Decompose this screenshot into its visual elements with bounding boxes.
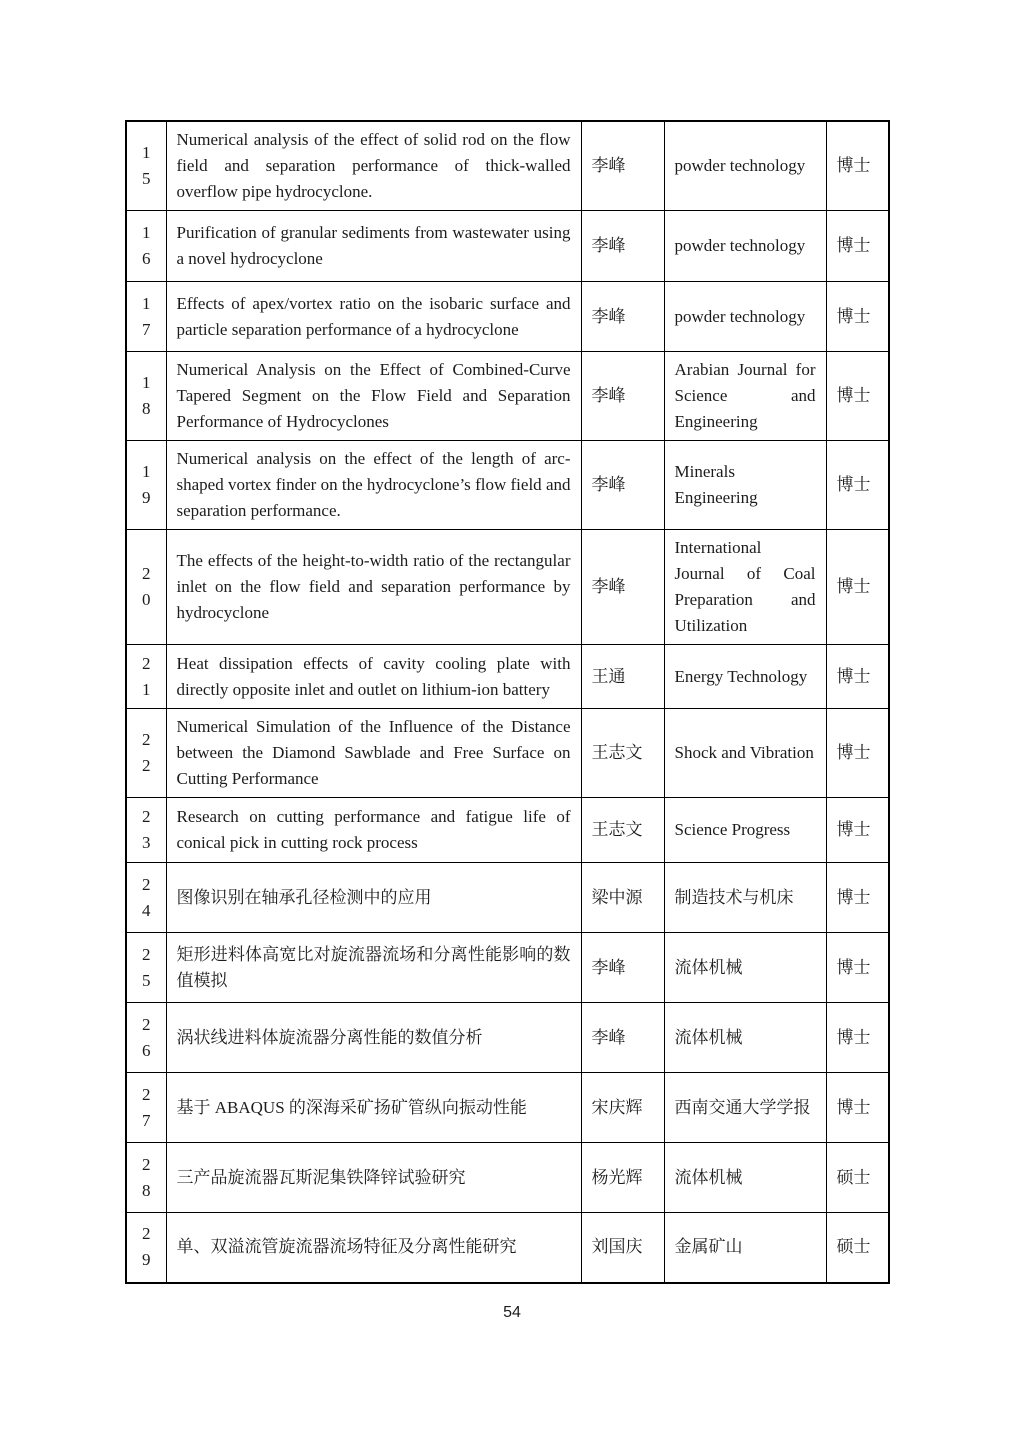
degree-level: 博士 [826, 282, 889, 352]
paper-title: Heat dissipation effects of cavity cooling plate with directly opposite inlet and outlet on lithium-ion battery [166, 645, 581, 709]
paper-title: Numerical analysis on the effect of the length of arc-shaped vortex finder on the hydrocyclone’s flow field and separation performance. [166, 441, 581, 530]
paper-title: Numerical analysis of the effect of solid rod on the flow field and separation performance of thick-walled overflow pipe hydrocyclone. [166, 121, 581, 211]
paper-title: Effects of apex/vortex ratio on the isobaric surface and particle separation performance of a hydrocyclone [166, 282, 581, 352]
paper-title: Numerical Simulation of the Influence of the Distance between the Diamond Sawblade and Free Surface on Cutting Performance [166, 709, 581, 798]
journal-name: 流体机械 [664, 1003, 826, 1073]
row-number-text: 16 [142, 223, 151, 268]
paper-title: Numerical Analysis on the Effect of Combined-Curve Tapered Segment on the Flow Field and Separation Performance of Hydrocyclones [166, 352, 581, 441]
degree-level: 硕士 [826, 1213, 889, 1283]
row-number [126, 441, 166, 530]
journal-name: powder technology [664, 282, 826, 352]
author-name: 李峰 [581, 441, 664, 530]
row-number-text: 19 [142, 462, 151, 507]
paper-title: 三产品旋流器瓦斯泥集铁降锌试验研究 [166, 1143, 581, 1213]
row-number-text: 25 [142, 944, 151, 990]
row-number [126, 1213, 166, 1283]
page-number: 54 [503, 1304, 521, 1321]
row-number-text: 23 [142, 807, 151, 852]
degree-level: 博士 [826, 863, 889, 933]
author-name: 李峰 [581, 933, 664, 1003]
row-number [126, 933, 166, 1003]
table-row [126, 1143, 889, 1213]
degree-level: 博士 [826, 1073, 889, 1143]
paper-title: 单、双溢流管旋流器流场特征及分离性能研究 [166, 1213, 581, 1283]
author-name: 梁中源 [581, 863, 664, 933]
author-name: 王志文 [581, 798, 664, 863]
journal-name: Arabian Journal for Science and Engineering [664, 352, 826, 441]
journal-name: powder technology [664, 211, 826, 282]
publications-table [125, 120, 890, 1284]
row-number-text: 24 [142, 874, 151, 920]
row-number [126, 121, 166, 211]
author-name: 王志文 [581, 709, 664, 798]
row-number-text: 26 [142, 1014, 151, 1060]
degree-level: 硕士 [826, 1143, 889, 1213]
row-number [126, 645, 166, 709]
row-number-text: 22 [142, 730, 151, 775]
author-name: 李峰 [581, 121, 664, 211]
journal-name: 金属矿山 [664, 1213, 826, 1283]
paper-title: The effects of the height-to-width ratio of the rectangular inlet on the flow field and separation performance by hydrocyclone [166, 530, 581, 645]
degree-level: 博士 [826, 645, 889, 709]
degree-level: 博士 [826, 798, 889, 863]
table-row [126, 282, 889, 352]
row-number [126, 1073, 166, 1143]
author-name: 李峰 [581, 282, 664, 352]
row-number-text: 21 [142, 653, 151, 699]
degree-level: 博士 [826, 933, 889, 1003]
paper-title: Purification of granular sediments from wastewater using a novel hydrocyclone [166, 211, 581, 282]
row-number [126, 1003, 166, 1073]
row-number-text: 17 [142, 293, 151, 339]
degree-level: 博士 [826, 1003, 889, 1073]
author-name: 李峰 [581, 530, 664, 645]
row-number [126, 282, 166, 352]
author-name: 王通 [581, 645, 664, 709]
author-name: 宋庆辉 [581, 1073, 664, 1143]
journal-name: powder technology [664, 121, 826, 211]
journal-name: Energy Technology [664, 645, 826, 709]
table-row [126, 441, 889, 530]
degree-level: 博士 [826, 709, 889, 798]
paper-title: 图像识别在轴承孔径检测中的应用 [166, 863, 581, 933]
paper-title: 基于 ABAQUS 的深海采矿扬矿管纵向振动性能 [166, 1073, 581, 1143]
paper-title: Research on cutting performance and fatigue life of conical pick in cutting rock process [166, 798, 581, 863]
degree-level: 博士 [826, 121, 889, 211]
author-name: 刘国庆 [581, 1213, 664, 1283]
row-number [126, 211, 166, 282]
journal-name: 制造技术与机床 [664, 863, 826, 933]
degree-level: 博士 [826, 211, 889, 282]
author-name: 李峰 [581, 211, 664, 282]
table-row [126, 863, 889, 933]
table-row [126, 933, 889, 1003]
degree-level: 博士 [826, 352, 889, 441]
row-number-text: 29 [142, 1224, 151, 1270]
row-number-text: 27 [142, 1084, 151, 1130]
table-row [126, 798, 889, 863]
author-name: 李峰 [581, 1003, 664, 1073]
row-number-text: 15 [142, 143, 151, 188]
journal-name: 流体机械 [664, 1143, 826, 1213]
author-name: 李峰 [581, 352, 664, 441]
row-number [126, 1143, 166, 1213]
journal-name: 流体机械 [664, 933, 826, 1003]
paper-title: 矩形进料体高宽比对旋流器流场和分离性能影响的数值模拟 [166, 933, 581, 1003]
degree-level: 博士 [826, 441, 889, 530]
degree-level: 博士 [826, 530, 889, 645]
journal-name: Shock and Vibration [664, 709, 826, 798]
row-number [126, 863, 166, 933]
row-number-text: 28 [142, 1154, 151, 1200]
table-row [126, 1073, 889, 1143]
table-row [126, 121, 889, 211]
journal-name: 西南交通大学学报 [664, 1073, 826, 1143]
row-number [126, 530, 166, 645]
row-number [126, 352, 166, 441]
journal-name: Science Progress [664, 798, 826, 863]
row-number-text: 18 [142, 373, 151, 418]
table-row [126, 211, 889, 282]
table-row [126, 352, 889, 441]
row-number-text: 20 [142, 564, 151, 609]
table-row [126, 1003, 889, 1073]
table-row [126, 645, 889, 709]
paper-title: 涡状线进料体旋流器分离性能的数值分析 [166, 1003, 581, 1073]
table-row [126, 709, 889, 798]
row-number [126, 709, 166, 798]
author-name: 杨光辉 [581, 1143, 664, 1213]
row-number [126, 798, 166, 863]
table-row [126, 1213, 889, 1283]
journal-name: International Journal of Coal Preparation and Utilization [664, 530, 826, 645]
journal-name: Minerals Engineering [664, 441, 826, 530]
table-row [126, 530, 889, 645]
